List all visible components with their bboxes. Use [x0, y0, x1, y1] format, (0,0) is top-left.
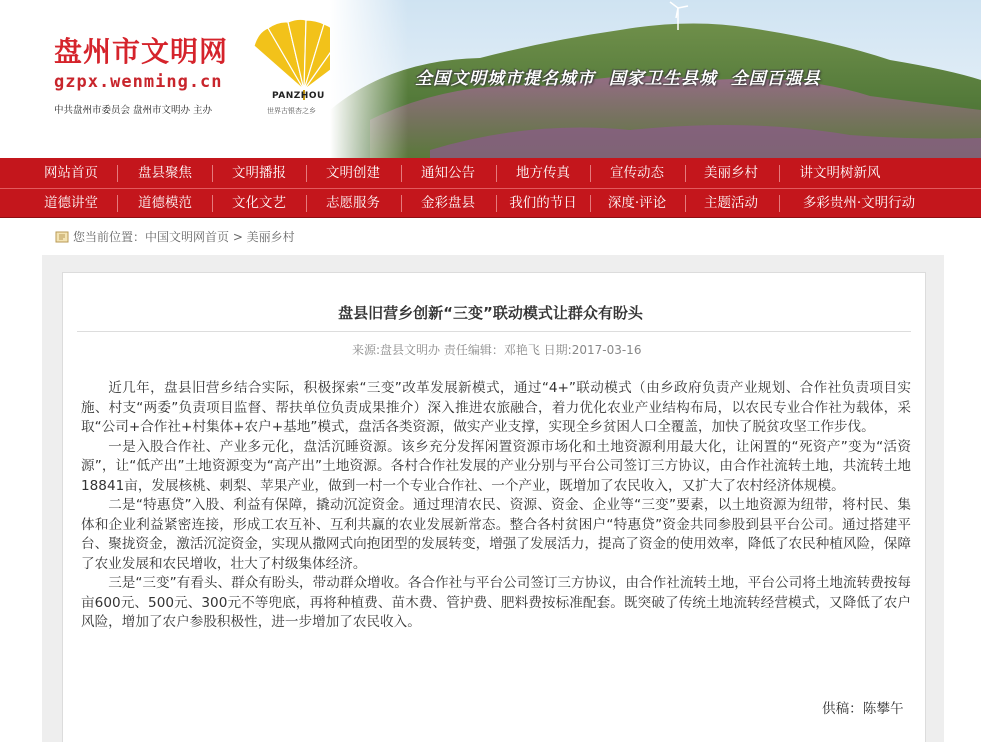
nav-divider [779, 165, 780, 182]
nav-divider [212, 165, 213, 182]
nav-item-propaganda[interactable]: 宣传动态 [610, 165, 664, 181]
nav-row-2 [0, 188, 981, 217]
banner-slogan: 全国文明城市提名城市 国家卫生县城 全国百强县 [415, 69, 821, 89]
nav-item-festivals[interactable]: 我们的节日 [509, 195, 577, 211]
nav-item-volunteer[interactable]: 志愿服务 [326, 195, 380, 211]
breadcrumb-text[interactable]: 您当前位置：中国文明网首页 > 美丽乡村 [73, 230, 295, 244]
nav-divider [306, 195, 307, 212]
breadcrumb [55, 228, 295, 246]
article-body [81, 379, 911, 633]
article-title: 盘县旧营乡创新“三变”联动模式让群众有盼头 [338, 304, 643, 322]
nav-divider [496, 195, 497, 212]
nav-divider [212, 195, 213, 212]
site-host: 中共盘州市委员会 盘州市文明办 主办 [54, 105, 213, 116]
nav-item-civilization[interactable]: 文明创建 [326, 165, 380, 181]
site-title[interactable]: 盘州市文明网 [54, 35, 229, 68]
nav-divider [685, 165, 686, 182]
nav-item-broadcast[interactable]: 文明播报 [232, 165, 286, 181]
nav-divider [117, 195, 118, 212]
nav-row-1 [0, 159, 981, 188]
nav-item-commentary[interactable]: 深度·评论 [607, 195, 667, 211]
article-paragraph: 三是“三变”有看头、群众有盼头，带动群众增收。各合作社与平台公司签订三方协议，由合作社流转土地，平台公司将土地流转费按每亩600元、500元、300元不等兜底，再将种植费、苗木费、管护费、肥料费按标准配套。既突破了传统土地流转经营模式，又降低了农户风险，增加了农户参股积极性，进一步增加了农民收入。 [81, 575, 911, 630]
site-url[interactable]: gzpx.wenming.cn [54, 72, 223, 92]
nav-divider [779, 195, 780, 212]
nav-item-focus[interactable]: 盘县聚焦 [138, 165, 192, 181]
nav-item-culture[interactable]: 文化文艺 [232, 195, 286, 211]
article-paragraph: 二是“特惠贷”入股、利益有保障，撬动沉淀资金。通过理清农民、资源、资金、企业等“三变”要素，以土地资源为纽带，将村民、集体和企业利益紧密连接，形成工农互补、互利共赢的农业发展新常态。整合各村贫困户“特惠贷”资金共同参股到县平台公司。通过搭建平台、聚拢资金，激活沉淀资金，实现从撒网式向抱团型的发展转变，增强了发展活力，提高了资金的使用效率，降低了农民种植风险，保障了农业发展和农民增收，壮大了村级集体经济。 [81, 497, 911, 572]
nav-divider [590, 165, 591, 182]
title-divider [77, 331, 911, 332]
site-header [0, 0, 981, 158]
nav-divider [685, 195, 686, 212]
nav-item-guizhou-action[interactable]: 多彩贵州·文明行动 [802, 195, 916, 211]
nav-item-role-models[interactable]: 道德模范 [138, 195, 192, 211]
article-paragraph: 一是入股合作社、产业多元化，盘活沉睡资源。该乡充分发挥闲置资源市场化和土地资源利用最大化，让闲置的“死资产”变为“活资源”，让“低产出”土地资源变为“高产出”土地资源。各村合作社发展的产业分别与平台公司签订三方协议，由合作社流转土地，共流转土地18841亩，发展核桃、刺梨、苹果产业，做到一村一个专业合作社、一个产业，既增加了农民收入，又扩大了农村经济体规模。 [81, 438, 911, 494]
nav-item-theme-events[interactable]: 主题活动 [704, 195, 758, 211]
nav-item-morality-forum[interactable]: 道德讲堂 [44, 195, 98, 211]
main-nav [0, 158, 981, 218]
article-credit: 供稿：陈攀午 [822, 701, 904, 717]
logo-name: PANZHOU [272, 91, 325, 101]
article-meta: 来源:盘县文明办 责任编辑：邓艳飞 日期:2017-03-16 [352, 343, 642, 357]
nav-divider [590, 195, 591, 212]
nav-divider [401, 165, 402, 182]
nav-divider [306, 165, 307, 182]
nav-item-local[interactable]: 地方传真 [516, 165, 570, 181]
nav-item-new-customs[interactable]: 讲文明树新风 [799, 165, 881, 181]
nav-divider [496, 165, 497, 182]
nav-divider [401, 195, 402, 212]
nav-item-villages[interactable]: 美丽乡村 [704, 165, 758, 181]
nav-item-colorful-panxian[interactable]: 金彩盘县 [421, 195, 475, 211]
logo-tagline: 世界古银杏之乡 [267, 107, 316, 115]
nav-item-home[interactable]: 网站首页 [44, 165, 98, 181]
location-icon [55, 230, 69, 244]
nav-item-notices[interactable]: 通知公告 [421, 165, 475, 181]
article-paragraph: 近几年，盘县旧营乡结合实际，积极探索“三变”改革发展新模式，通过“4+”联动模式（由乡政府负责产业规划、合作社负责项目实施、村支“两委”负责项目监督、帮扶单位负责成果推介）深入推进农旅融合，着力优化农业产业结构布局，以农民专业合作社为载体，采取“公司+合作社+村集体+农户+基地”模式，盘活各类资源，做实产业支撑，实现全乡贫困人口全覆盖，加快了脱贫攻坚工作步伐。 [81, 380, 911, 435]
nav-divider [117, 165, 118, 182]
